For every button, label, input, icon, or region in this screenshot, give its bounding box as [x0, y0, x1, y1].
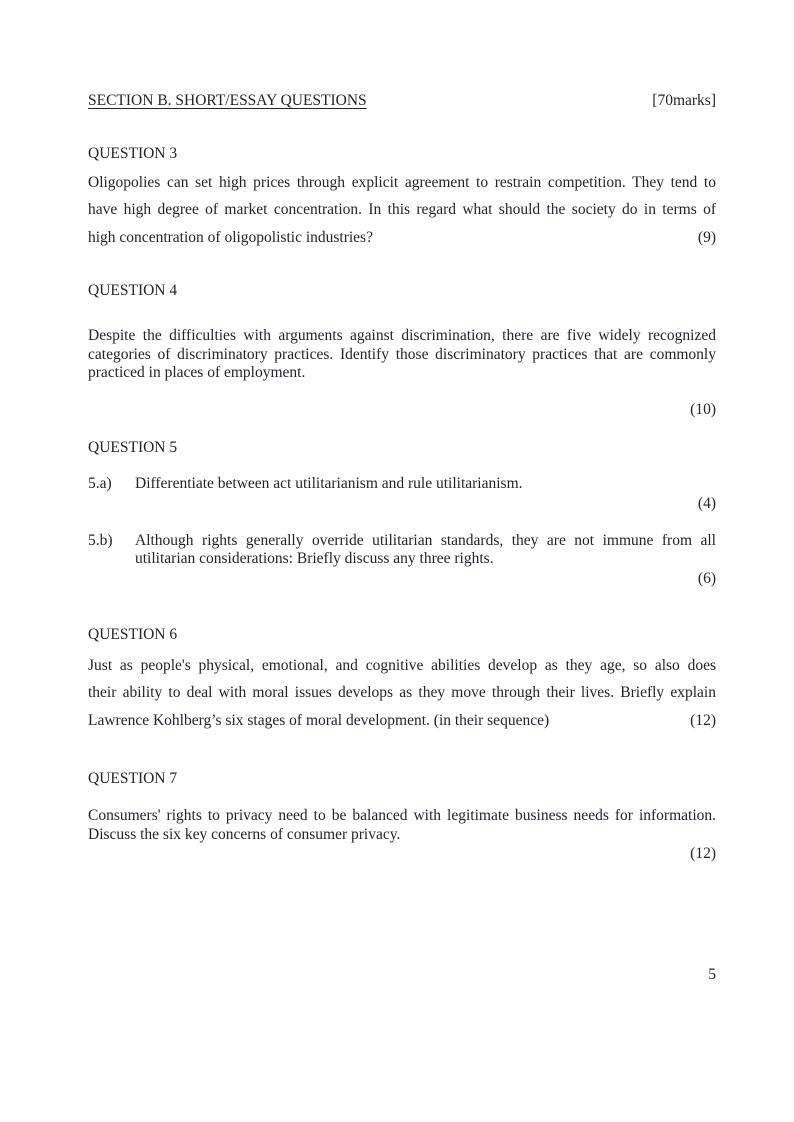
- question-6-heading: QUESTION 6: [88, 625, 178, 643]
- section-title: SECTION B. SHORT/ESSAY QUESTIONS: [88, 92, 367, 109]
- question-3-text: [88, 169, 716, 251]
- question-6-text: [88, 652, 716, 734]
- question-3-line-3-text: high concentration of oligopolistic industries?: [88, 228, 373, 246]
- question-6-marks: (12): [690, 711, 716, 729]
- question-3-marks: (9): [697, 228, 716, 246]
- section-marks: [70marks]: [652, 92, 716, 109]
- question-4-text: [88, 327, 716, 383]
- question-3-heading: QUESTION 3: [88, 145, 178, 162]
- page-content: [88, 0, 716, 984]
- question-6-line-1: Just as people's physical, emotional, and cognitive abilities develop as they age, so also does: [88, 656, 716, 674]
- question-5b-label: 5.b): [88, 531, 113, 549]
- question-4-line-2: categories of discriminatory practices. Identify those discriminatory practices that are commonly: [88, 345, 716, 363]
- page-number: 5: [708, 966, 716, 984]
- question-7-heading: QUESTION 7: [88, 770, 178, 787]
- question-4-heading: QUESTION 4: [88, 282, 178, 300]
- question-3-line-2: have high degree of market concentration. In this regard what should the society do in terms of: [88, 201, 716, 219]
- question-4-marks: (10): [690, 401, 716, 418]
- question-5-heading: QUESTION 5: [88, 439, 178, 456]
- question-3-line-3: [88, 224, 716, 251]
- question-7-line-1: Consumers' rights to privacy need to be balanced with legitimate business needs for information.: [88, 807, 716, 824]
- section-header: [88, 91, 716, 110]
- question-7-marks: (12): [690, 845, 716, 863]
- question-6-line-3-text: Lawrence Kohlberg’s six stages of moral development. (in their sequence): [88, 711, 550, 729]
- question-3-line-1: Oligopolies can set high prices through explicit agreement to restrain competition. They tend to: [88, 174, 716, 191]
- question-5a-label: 5.a): [88, 475, 112, 492]
- question-5b-line-2: utilitarian considerations: Briefly discuss any three rights.: [135, 550, 494, 568]
- question-4-line-1: Despite the difficulties with arguments against discrimination, there are five widely recognized: [88, 327, 716, 345]
- question-5a-text: Differentiate between act utilitarianism and rule utilitarianism.: [135, 475, 523, 492]
- question-5b: [88, 532, 716, 569]
- question-5b-line-1: Although rights generally override utilitarian standards, they are not immune from all: [135, 531, 716, 549]
- question-4-line-3: practiced in places of employment.: [88, 364, 306, 382]
- question-6-line-3: [88, 707, 716, 734]
- question-7-line-2: Discuss the six key concerns of consumer privacy.: [88, 825, 401, 843]
- question-5a: [88, 475, 716, 494]
- question-5b-marks: (6): [697, 569, 716, 587]
- question-7-text: [88, 807, 716, 844]
- question-6-line-2: their ability to deal with moral issues develops as they move through their lives. Briefly explain: [88, 684, 716, 702]
- question-5a-marks: (4): [697, 494, 716, 512]
